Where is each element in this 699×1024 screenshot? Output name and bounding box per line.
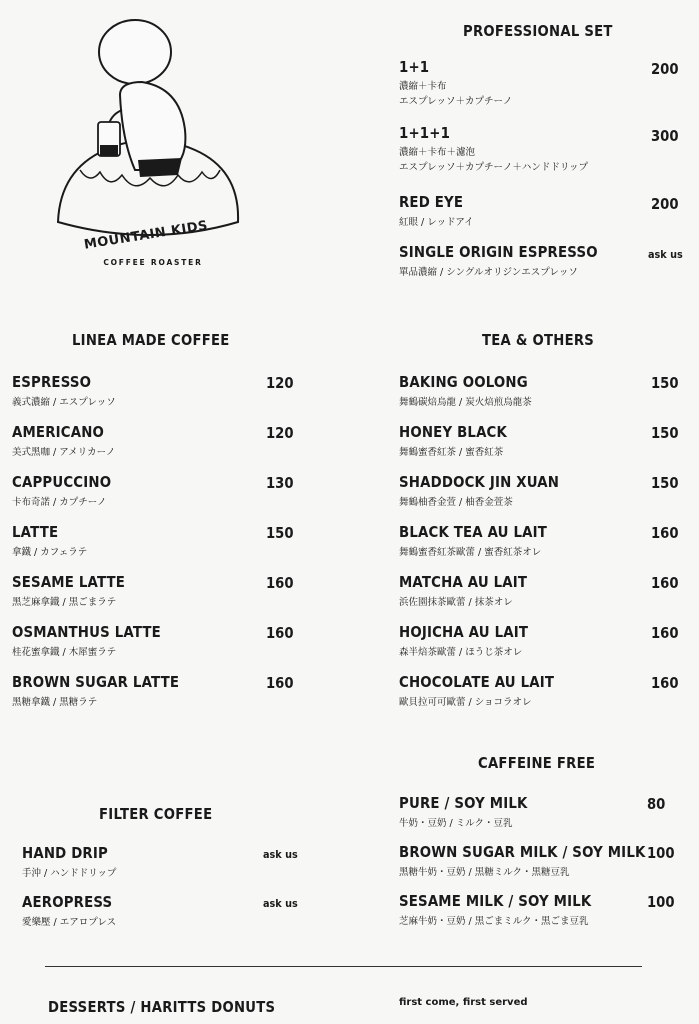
item-price: 160 (266, 674, 294, 692)
item-price: 160 (651, 624, 679, 642)
item-name: CAPPUCCINO (12, 473, 112, 491)
menu-item (399, 843, 686, 878)
item-price: 150 (651, 424, 679, 442)
item-name: 1+1+1 (399, 124, 451, 142)
item-name: BROWN SUGAR MILK / SOY MILK (399, 843, 646, 861)
item-sub: 手沖 / ハンドドリップ (22, 868, 117, 879)
menu-item (22, 893, 127, 928)
item-price: 160 (651, 674, 679, 692)
item-price: 100 (647, 893, 675, 911)
item-price: 160 (266, 574, 294, 592)
logo-tagline: COFFEE ROASTER (103, 258, 203, 267)
desserts-title: DESSERTS / HARITTS DONUTS (48, 998, 276, 1016)
item-name: AMERICANO (12, 423, 105, 441)
desserts-note: first come, first served (399, 997, 528, 1008)
item-price: 80 (647, 795, 666, 813)
item-sub: 紅眼 / レッドアイ (399, 217, 474, 228)
item-price: ask us (648, 248, 683, 261)
divider (45, 966, 642, 967)
menu-item (399, 243, 630, 278)
menu-item (399, 473, 585, 508)
item-sub: 舞鶴蜜香紅茶歐蕾 / 蜜香紅茶オレ (399, 547, 542, 558)
filter-title: FILTER COFFEE (99, 805, 213, 823)
menu-item (399, 523, 571, 558)
item-sub: 黑糖拿鐵 / 黒糖ラテ (12, 697, 98, 708)
item-sub: 牛奶・豆奶 / ミルク・豆乳 (399, 818, 513, 829)
item-price: 100 (647, 844, 675, 862)
item-name: SHADDOCK JIN XUAN (399, 473, 560, 491)
menu-item (12, 573, 143, 608)
menu-item (399, 623, 549, 658)
item-name: HONEY BLACK (399, 423, 508, 441)
item-name: RED EYE (399, 193, 464, 211)
menu-item (399, 573, 548, 608)
item-name: OSMANTHUS LATTE (12, 623, 161, 641)
item-sub: 森半焙茶歐蕾 / ほうじ茶オレ (399, 647, 523, 658)
item-price: ask us (263, 897, 298, 910)
item-name: BLACK TEA AU LAIT (399, 523, 548, 541)
item-sub: 卡布奇諾 / カプチーノ (12, 497, 107, 508)
item-name: AEROPRESS (22, 893, 113, 911)
menu-item (399, 193, 474, 228)
menu-item (399, 58, 512, 109)
item-name: CHOCOLATE AU LAIT (399, 673, 555, 691)
item-sub: 浜佐園抹茶歐蕾 / 抹茶オレ (399, 597, 513, 608)
item-sub: 義式濃縮 / エスプレッソ (12, 397, 116, 408)
item-sub: 單品濃縮 / シングルオリジンエスプレッソ (399, 267, 578, 278)
mountain-kids-logo (50, 10, 250, 250)
menu-item (399, 423, 525, 458)
item-price: 150 (651, 474, 679, 492)
item-price: 160 (651, 574, 679, 592)
item-name: SESAME MILK / SOY MILK (399, 892, 592, 910)
item-name: BAKING OOLONG (399, 373, 528, 391)
item-name: SESAME LATTE (12, 573, 126, 591)
item-name: LATTE (12, 523, 59, 541)
item-price: 150 (651, 374, 679, 392)
menu-item (22, 844, 122, 879)
item-price: 200 (651, 195, 679, 213)
caffeine-free-title: CAFFEINE FREE (478, 754, 596, 772)
menu-item (399, 673, 579, 708)
item-sub: 濃縮＋卡布 エスプレッソ＋カプチーノ (399, 81, 513, 107)
item-sub: 愛樂壓 / エアロプレス (22, 917, 117, 928)
item-sub: 芝麻牛奶・豆奶 / 黒ごまミルク・黒ごま豆乳 (399, 916, 589, 927)
tea-title: TEA & OTHERS (482, 331, 595, 349)
item-price: 130 (266, 474, 294, 492)
item-sub: 黑芝麻拿鐵 / 黒ごまラテ (12, 597, 117, 608)
item-price: 150 (266, 524, 294, 542)
item-price: 120 (266, 374, 294, 392)
item-name: PURE / SOY MILK (399, 794, 528, 812)
menu-item (12, 423, 119, 458)
item-price: ask us (263, 848, 298, 861)
item-sub: 桂花蜜拿鐵 / 木犀蜜ラテ (12, 647, 117, 658)
item-price: 200 (651, 60, 679, 78)
item-sub: 美式黑咖 / アメリカーノ (12, 447, 116, 458)
item-name: 1+1 (399, 58, 430, 76)
item-price: 120 (266, 424, 294, 442)
item-price: 300 (651, 127, 679, 145)
item-name: HAND DRIP (22, 844, 108, 862)
item-sub: 拿鐵 / カフェラテ (12, 547, 88, 558)
item-sub: 濃縮＋卡布＋濾泡 エスプレッソ＋カプチーノ＋ハンドドリップ (399, 147, 588, 173)
menu-item (399, 892, 623, 927)
item-price: 160 (651, 524, 679, 542)
menu-item (399, 794, 548, 829)
item-name: HOJICHA AU LAIT (399, 623, 529, 641)
item-sub: 黑糖牛奶・豆奶 / 黒糖ミルク・黒糖豆乳 (399, 867, 570, 878)
item-sub: 舞鶴柚香金萱 / 柚香金萱茶 (399, 497, 513, 508)
menu-item (12, 523, 87, 558)
menu-item (399, 124, 588, 175)
menu-item (12, 623, 185, 658)
item-sub: 舞鶴碳焙烏龍 / 炭火焙煎烏龍茶 (399, 397, 532, 408)
menu-item (399, 373, 549, 408)
item-name: SINGLE ORIGIN ESPRESSO (399, 243, 598, 261)
item-price: 160 (266, 624, 294, 642)
menu-item (12, 673, 206, 708)
linea-title: LINEA MADE COFFEE (72, 331, 230, 349)
item-sub: 歐貝拉可可歐蕾 / ショコラオレ (399, 697, 532, 708)
logo-name: MOUNTAIN KIDS (83, 218, 209, 253)
professional-set-title: PROFESSIONAL SET (463, 22, 613, 40)
menu-item (12, 373, 116, 408)
item-sub: 舞鶴蜜香紅茶 / 蜜香紅茶 (399, 447, 504, 458)
item-name: MATCHA AU LAIT (399, 573, 528, 591)
menu-item (12, 473, 127, 508)
item-name: BROWN SUGAR LATTE (12, 673, 180, 691)
item-name: ESPRESSO (12, 373, 92, 391)
